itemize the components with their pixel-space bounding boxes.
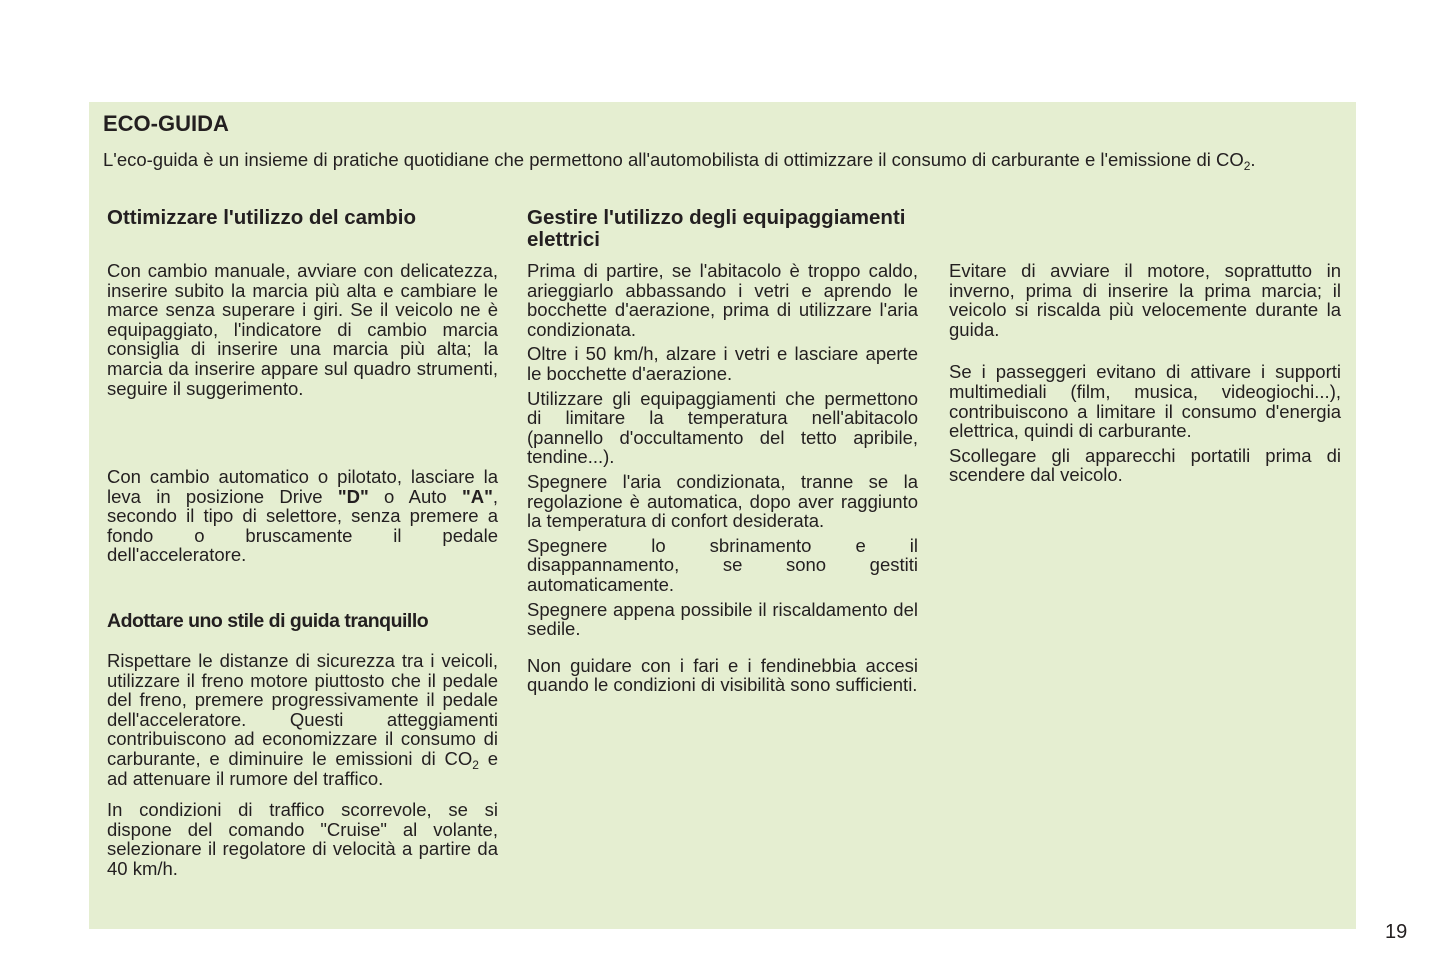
column-2-body [527,261,918,695]
column-2-heading [527,207,918,251]
intro-subscript: 2 [1243,159,1251,173]
paragraph-before-departure: Prima di partire, se l'abitacolo è troppo caldo, arieggiarlo abbassando i vetri e aprendo le bocchette d'aerazione, prima di utilizzare l'aria condizionata. [527,260,918,340]
paragraph-engine-start: Evitare di avviare il motore, soprattutto in inverno, prima di inserire la prima marcia; il veicolo si riscalda più velocemente durante la guida. [949,260,1341,340]
column-3-body [949,261,1341,485]
text-fragment: Con cambio automatico o pilotato, lasciare la leva in posizione Drive [107,466,498,507]
intro-end: . [1250,149,1256,170]
column-1-body-c [107,651,498,879]
text-fragment: Rispettare le distanze di sicurezza tra i veicoli, utilizzare il freno motore piuttosto che il pedale del freno, premere progressivamente il pedale dell'acceleratore. Questi atteggiamenti contribuiscono ad economizzare il consumo di carburante, e diminuire le emissioni di CO [107,650,498,769]
paragraph-windows: Oltre i 50 km/h, alzare i vetri e lasciare aperte le bocchette d'aerazione. [527,343,918,384]
paragraph-lights: Non guidare con i fari e i fendinebbia accesi quando le condizioni di visibilità sono sufficienti. [527,654,918,696]
column-1-body-a [107,261,498,398]
column-1 [107,207,498,229]
section-title: ECO-GUIDA [103,111,229,136]
paragraph-equipment: Utilizzare gli equipaggiamenti che permettono di limitare la temperatura nell'abitacolo (pannello d'occultamento del tetto apribile, tendine...). [527,387,918,468]
heading-gearbox: Ottimizzare l'utilizzo del cambio [107,206,417,229]
paragraph-air-conditioning: Spegnere l'aria condizionata, tranne se la regolazione è automatica, dopo aver raggiunto la temperatura di confort desiderata. [527,470,918,532]
paragraph-defrosting: Spegnere lo sbrinamento e il disappannamento, se sono gestiti automaticamente. [527,534,918,595]
auto-label: "A" [461,485,493,507]
intro-paragraph [103,149,1341,173]
paragraph-multimedia: Se i passeggeri evitano di attivare i supporti multimediali (film, musica, videogiochi...), contribuiscono a limitare il consumo d'energia elettrica, quindi di carburante. [949,361,1341,442]
co2-subscript: 2 [472,757,479,772]
text-fragment: o Auto [368,485,462,507]
intro-text: L'eco-guida è un insieme di pratiche quotidiane che permettono all'automobilista di ottimizzare il consumo di carburante e l'emissione di CO [103,149,1244,170]
paragraph-seat-heating: Spegnere appena possibile il riscaldamento del sedile. [527,598,918,640]
paragraph-automatic-gearbox [107,467,498,565]
text-fragment: e ad attenuare il rumore del traffico. [107,747,498,789]
paragraph-safe-distance [107,651,498,788]
paragraph-manual-gearbox: Con cambio manuale, avviare con delicatezza, inserire subito la marcia più alta e cambiare le marce senza superare i giri. Se il veicolo ne è equipaggiato, l'indicatore di cambio marcia consiglia di inserire una marcia più alta; la marcia da inserire appare sul quadro strumenti, seguire il suggerimento. [107,260,498,399]
paragraph-cruise-control: In condizioni di traffico scorrevole, se si dispone del comando "Cruise" al volante, selezionare il regolatore di velocità a partire da 40 km/h. [107,799,498,879]
heading-electrical-equipment: Gestire l'utilizzo degli equipaggiamenti elettrici [527,206,906,251]
drive-label: "D" [337,485,369,507]
column-1-heading-b [107,610,507,632]
column-1-body-b [107,467,498,565]
page-number: 19 [1385,921,1408,943]
heading-driving-style: Adottare uno stile di guida tranquillo [107,610,429,632]
paragraph-portable-devices: Scollegare gli apparecchi portatili prima di scendere dal veicolo. [949,444,1341,486]
text-fragment: , secondo il tipo di selettore, senza premere a fondo o bruscamente il pedale dell'acceleratore. [107,485,498,566]
